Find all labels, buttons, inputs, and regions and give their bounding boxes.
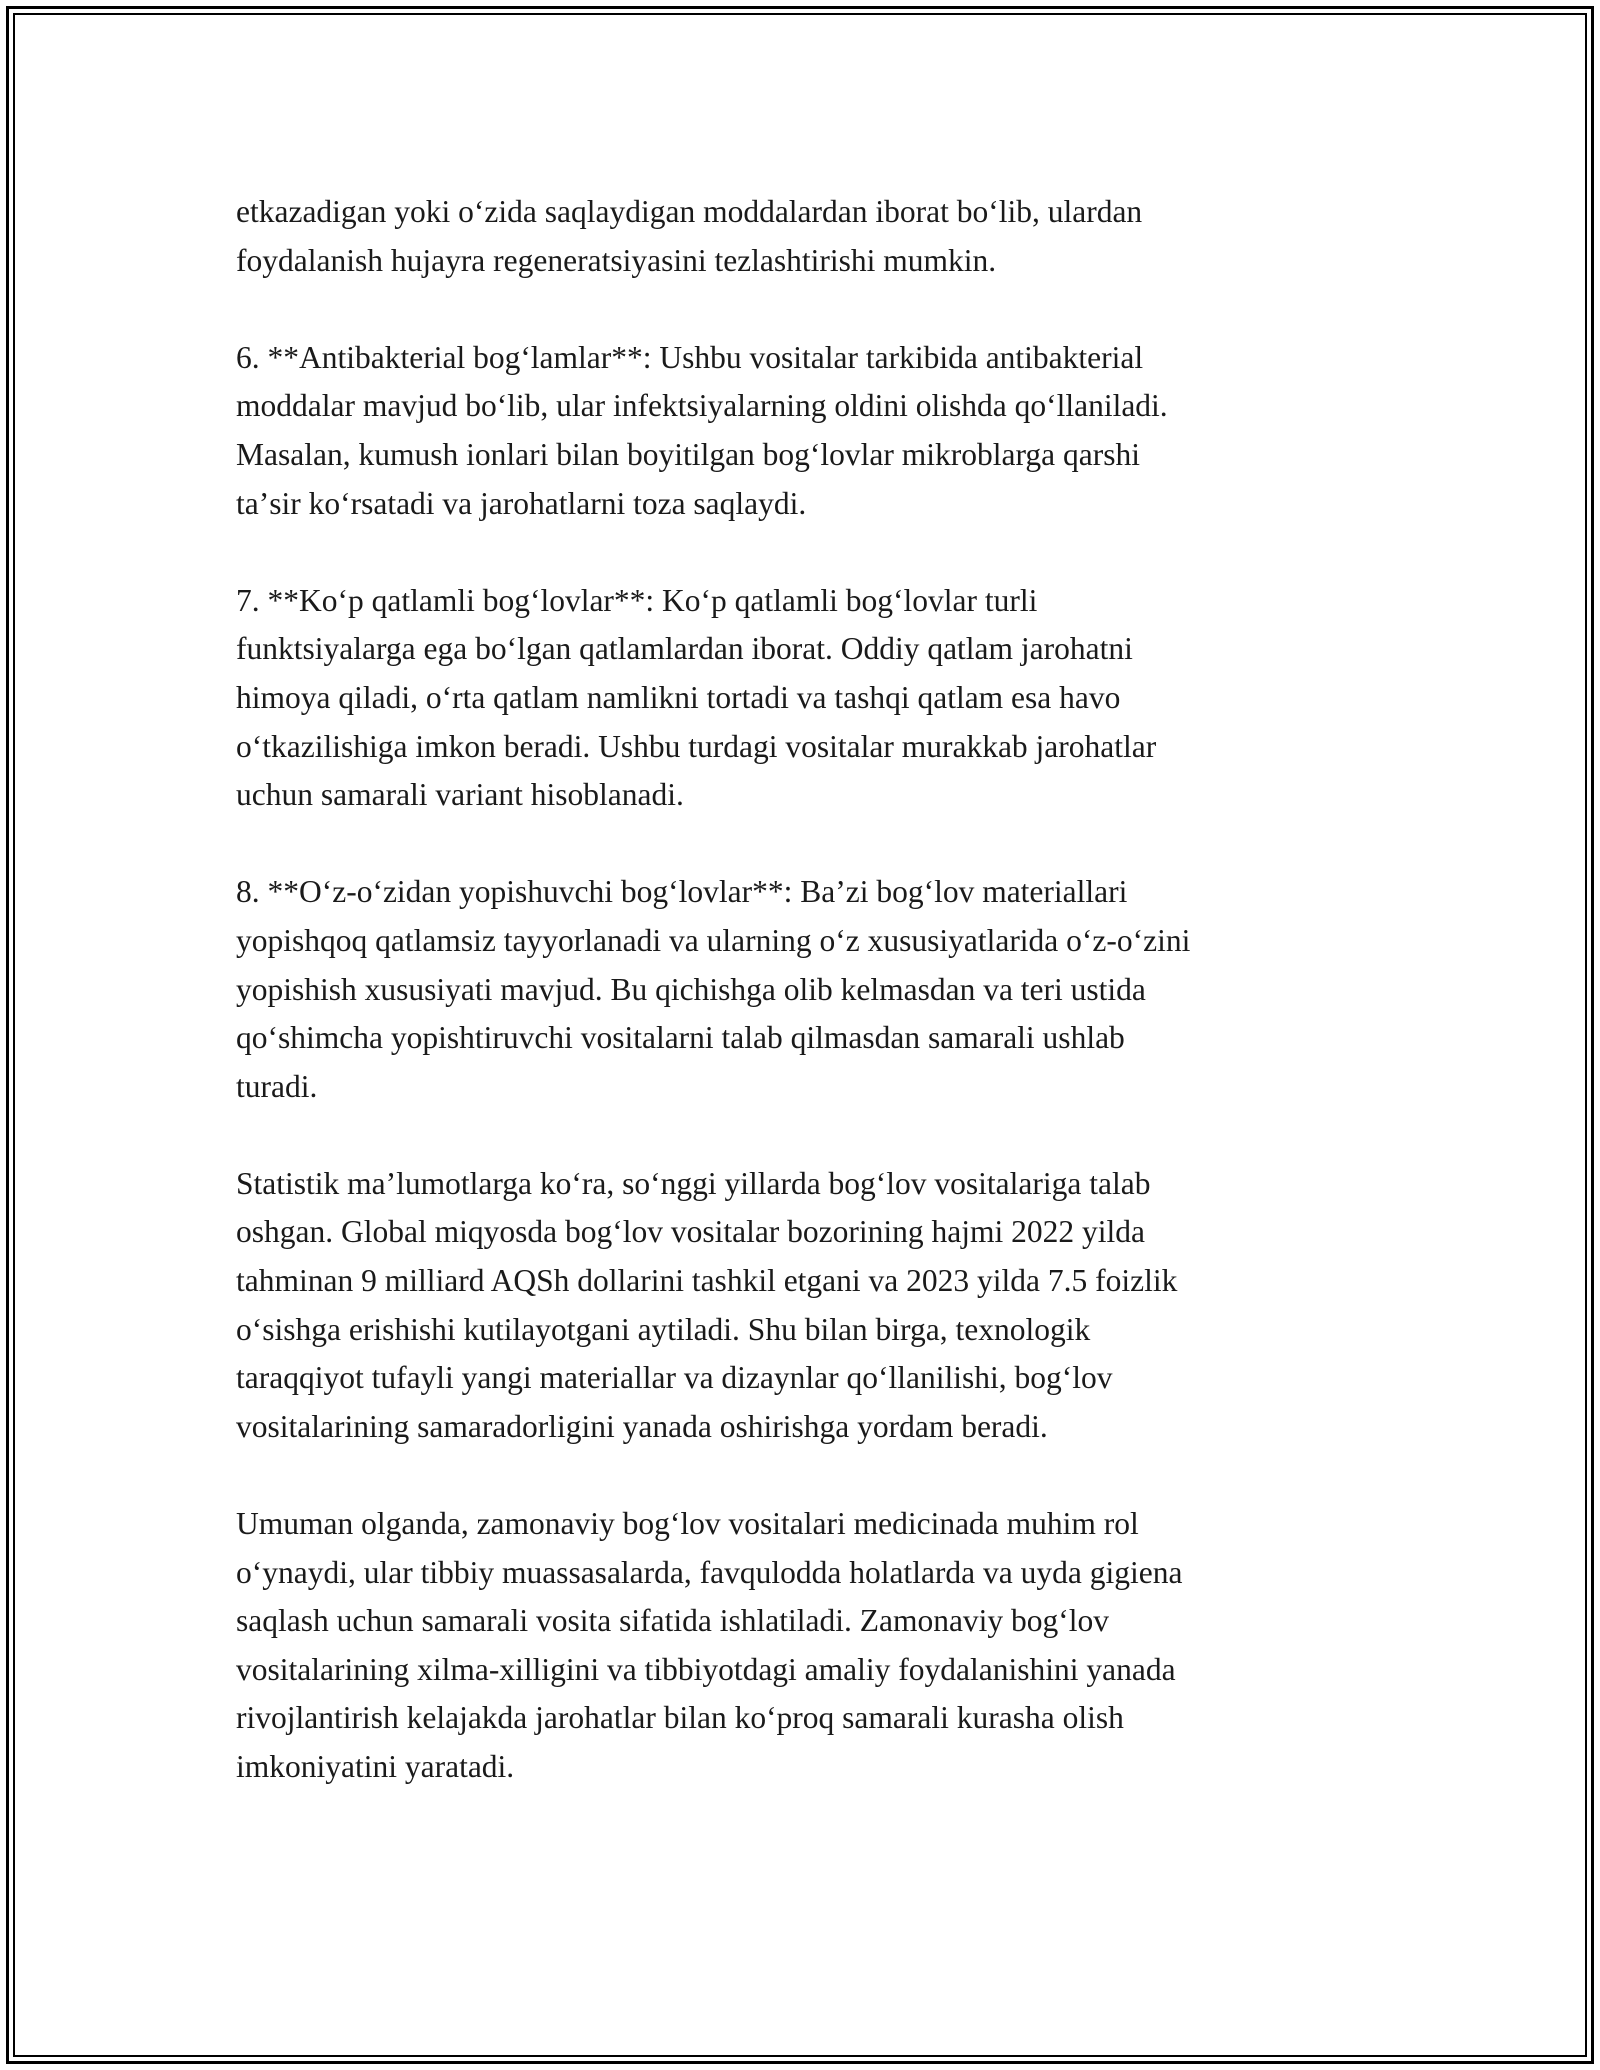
text-line: taʼsir koʻrsatadi va jarohatlarni toza saqlaydi. <box>236 485 807 521</box>
text-line: turadi. <box>236 1068 318 1104</box>
text-line: 6. **Antibakterial bogʻlamlar**: Ushbu vositalar tarkibida antibakterial <box>236 339 1144 375</box>
text-line: oʻtkazilishiga imkon beradi. Ushbu turdagi vositalar murakkab jarohatlar <box>236 728 1157 764</box>
text-line: saqlash uchun samarali vosita sifatida ishlatiladi. Zamonaviy bogʻlov <box>236 1603 1110 1639</box>
text-line: rivojlantirish kelajakda jarohatlar bilan koʻproq samarali kurasha olish <box>236 1700 1124 1736</box>
text-line: funktsiyalarga ega boʻlgan qatlamlardan iborat. Oddiy qatlam jarohatni <box>236 631 1133 667</box>
text-line: Statistik maʼlumotlarga koʻra, soʻnggi yillarda bogʻlov vositalariga talab <box>236 1165 1151 1201</box>
paragraph-multilayer <box>236 577 1366 820</box>
document-body <box>236 188 1366 1792</box>
paragraph-continuation <box>236 188 1366 285</box>
text-line: oʻsishga erishishi kutilayotgani aytiladi. Shu bilan birga, texnologik <box>236 1311 1091 1347</box>
text-line: qoʻshimcha yopishtiruvchi vositalarni talab qilmasdan samarali ushlab <box>236 1020 1125 1056</box>
text-line: etkazadigan yoki oʻzida saqlaydigan moddalardan iborat boʻlib, ulardan <box>236 194 1143 229</box>
text-line: yopishish xususiyati mavjud. Bu qichishga olib kelmasdan va teri ustida <box>236 971 1146 1007</box>
text-line: 7. **Koʻp qatlamli bogʻlovlar**: Koʻp qatlamli bogʻlovlar turli <box>236 582 1038 618</box>
text-line: Masalan, kumush ionlari bilan boyitilgan bogʻlovlar mikroblarga qarshi <box>236 436 1140 472</box>
paragraph-self-adhesive <box>236 868 1366 1111</box>
paragraph-conclusion <box>236 1500 1366 1792</box>
text-line: vositalarining xilma-xilligini va tibbiyotdagi amaliy foydalanishini yanada <box>236 1651 1176 1687</box>
text-line: taraqqiyot tufayli yangi materiallar va dizaynlar qoʻllanilishi, bogʻlov <box>236 1360 1113 1396</box>
text-line: oshgan. Global miqyosda bogʻlov vositalar bozorining hajmi 2022 yilda <box>236 1214 1145 1250</box>
text-line: foydalanish hujayra regeneratsiyasini tezlashtirishi mumkin. <box>236 242 997 278</box>
text-line: Umuman olganda, zamonaviy bogʻlov vositalari medicinada muhim rol <box>236 1506 1139 1542</box>
text-line: tahminan 9 milliard AQSh dollarini tashkil etgani va 2023 yilda 7.5 foizlik <box>236 1263 1178 1299</box>
text-line: yopishqoq qatlamsiz tayyorlanadi va ularning oʻz xususiyatlarida oʻz-oʻzini <box>236 922 1191 958</box>
text-line: 8. **Oʻz-oʻzidan yopishuvchi bogʻlovlar**: Baʼzi bogʻlov materiallari <box>236 874 1128 910</box>
paragraph-antibacterial <box>236 334 1366 528</box>
text-line: moddalar mavjud boʻlib, ular infektsiyalarning oldini olishda qoʻllaniladi. <box>236 388 1168 424</box>
text-line: uchun samarali variant hisoblanadi. <box>236 777 684 813</box>
text-line: himoya qiladi, oʻrta qatlam namlikni tortadi va tashqi qatlam esa havo <box>236 679 1121 715</box>
text-line: imkoniyatini yaratadi. <box>236 1749 515 1784</box>
paragraph-statistics <box>236 1160 1366 1452</box>
text-line: vositalarining samaradorligini yanada oshirishga yordam beradi. <box>236 1408 1048 1444</box>
text-line: oʻynaydi, ular tibbiy muassasalarda, favqulodda holatlarda va uyda gigiena <box>236 1554 1183 1590</box>
